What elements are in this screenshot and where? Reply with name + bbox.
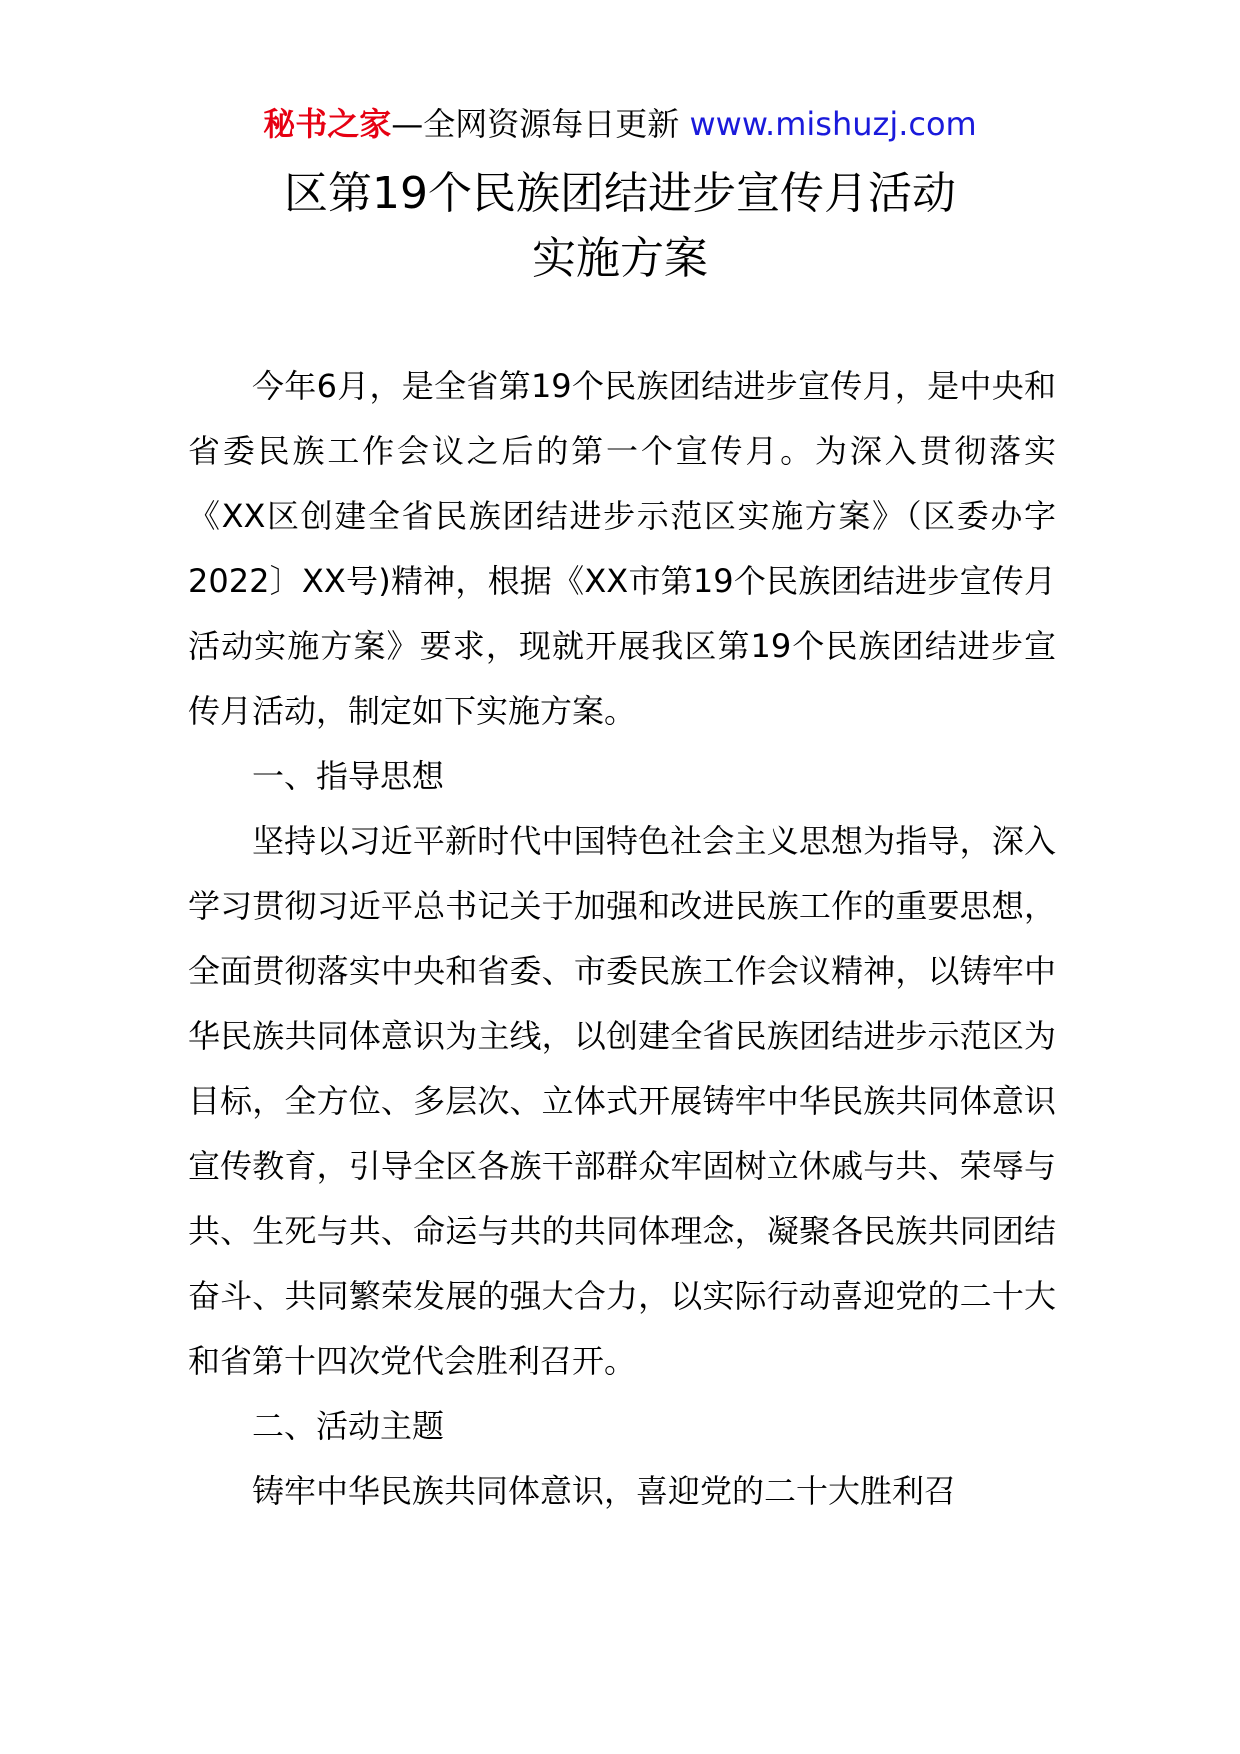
document-title-line-1: 区第19个民族团结进步宣传月活动: [284, 168, 956, 219]
section-heading-activity-theme: 二、活动主题: [252, 1407, 445, 1445]
activity-theme-paragraph: 铸牢中华民族共同体意识，喜迎党的二十大胜利召: [252, 1472, 957, 1510]
site-banner: [0, 104, 1240, 144]
section-heading-guiding-ideology: 一、指导思想: [252, 757, 445, 795]
guiding-ideology-paragraph: 坚持以习近平新时代中国特色社会主义思想为指导，深入学习贯彻习近平总书记关于加强和改进民族工作的重要思想，全面贯彻落实中央和省委、市委民族工作会议精神，以铸牢中华民族共同体意识为主线，以创建全省民族团结进步示范区为目标，全方位、多层次、立体式开展铸牢中华民族共同体意识宣传教育，引导全区各族干部群众牢固树立休戚与共、荣辱与共、生死与共、命运与共的共同体理念，凝聚各民族共同团结奋斗、共同繁荣发展的强大合力，以实际行动喜迎党的二十大和省第十四次党代会胜利召开。: [188, 822, 1056, 1380]
brand-name: 秘书之家: [263, 105, 392, 143]
banner-tagline: —全网资源每日更新: [391, 105, 680, 143]
intro-paragraph: 今年6月，是全省第19个民族团结进步宣传月，是中央和省委民族工作会议之后的第一个宣传月。为深入贯彻落实《XX区创建全省民族团结进步示范区实施方案》（区委办字2022〕XX号)精神，根据《XX市第19个民族团结进步宣传月活动实施方案》要求，现就开展我区第19个民族团结进步宣传月活动，制定如下实施方案。: [188, 367, 1056, 730]
site-url-link[interactable]: www.mishuzj.com: [689, 105, 977, 143]
document-title-line-2: 实施方案: [532, 233, 708, 284]
document-body: [188, 354, 1056, 1524]
